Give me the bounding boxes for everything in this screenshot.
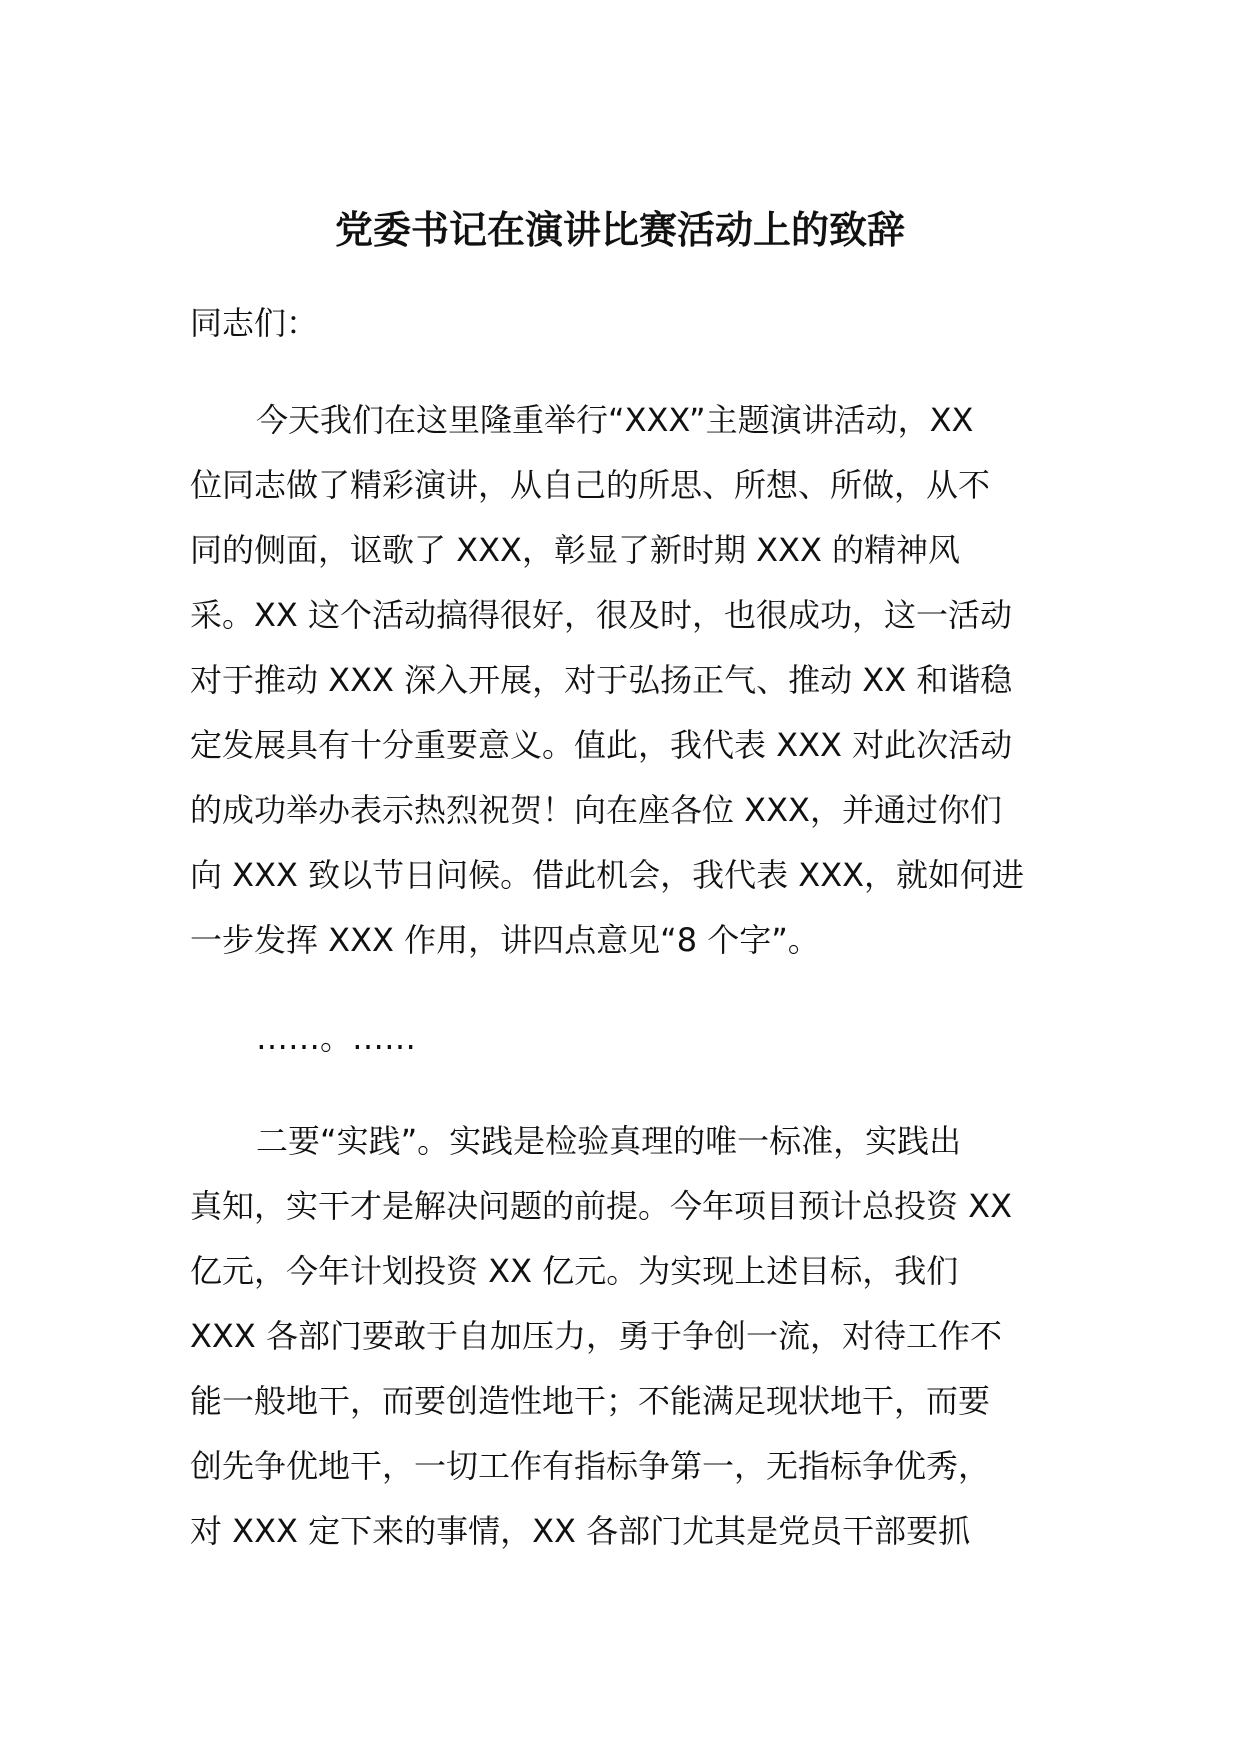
paragraph-opening — [190, 388, 1090, 973]
paragraph-line: 一步发挥 XXX 作用，讲四点意见“8 个字”。 — [190, 921, 820, 959]
document-title: 党委书记在演讲比赛活动上的致辞 — [334, 208, 905, 252]
paragraph-line: 采。XX 这个活动搞得很好，很及时，也很成功，这一活动 — [190, 596, 1013, 634]
paragraph-line: XXX 各部门要敢于自加压力，勇于争创一流，对待工作不 — [190, 1317, 1002, 1355]
paragraph-line: 位同志做了精彩演讲，从自己的所思、所想、所做，从不 — [190, 466, 991, 504]
paragraph-line: 的成功举办表示热烈祝贺！向在座各位 XXX，并通过你们 — [190, 791, 1002, 829]
salutation: 同志们： — [190, 304, 319, 342]
paragraph-line: ……。…… — [256, 1019, 417, 1057]
paragraph-practice — [190, 1109, 1090, 1564]
paragraph-line: 创先争优地干，一切工作有指标争第一，无指标争优秀， — [190, 1447, 991, 1485]
paragraph-line: 今天我们在这里隆重举行“XXX”主题演讲活动，XX — [256, 401, 974, 439]
paragraph-line: 对于推动 XXX 深入开展，对于弘扬正气、推动 XX 和谐稳 — [190, 661, 1013, 699]
paragraph-line: 二要“实践”。实践是检验真理的唯一标准，实践出 — [256, 1122, 962, 1160]
paragraph-line: 能一般地干，而要创造性地干；不能满足现状地干，而要 — [190, 1382, 991, 1420]
paragraph-line: 定发展具有十分重要意义。值此，我代表 XXX 对此次活动 — [190, 726, 1013, 764]
paragraph-line: 真知，实干才是解决问题的前提。今年项目预计总投资 XX — [190, 1187, 1013, 1225]
paragraph-line: 同的侧面，讴歌了 XXX，彰显了新时期 XXX 的精神风 — [190, 531, 961, 569]
paragraph-line: 亿元，今年计划投资 XX 亿元。为实现上述目标，我们 — [190, 1252, 959, 1290]
paragraph-ellipsis — [190, 1006, 1090, 1071]
paragraph-line: 向 XXX 致以节日问候。借此机会，我代表 XXX，就如何进 — [190, 856, 1025, 894]
paragraph-line: 对 XXX 定下来的事情，XX 各部门尤其是党员干部要抓 — [190, 1512, 971, 1550]
